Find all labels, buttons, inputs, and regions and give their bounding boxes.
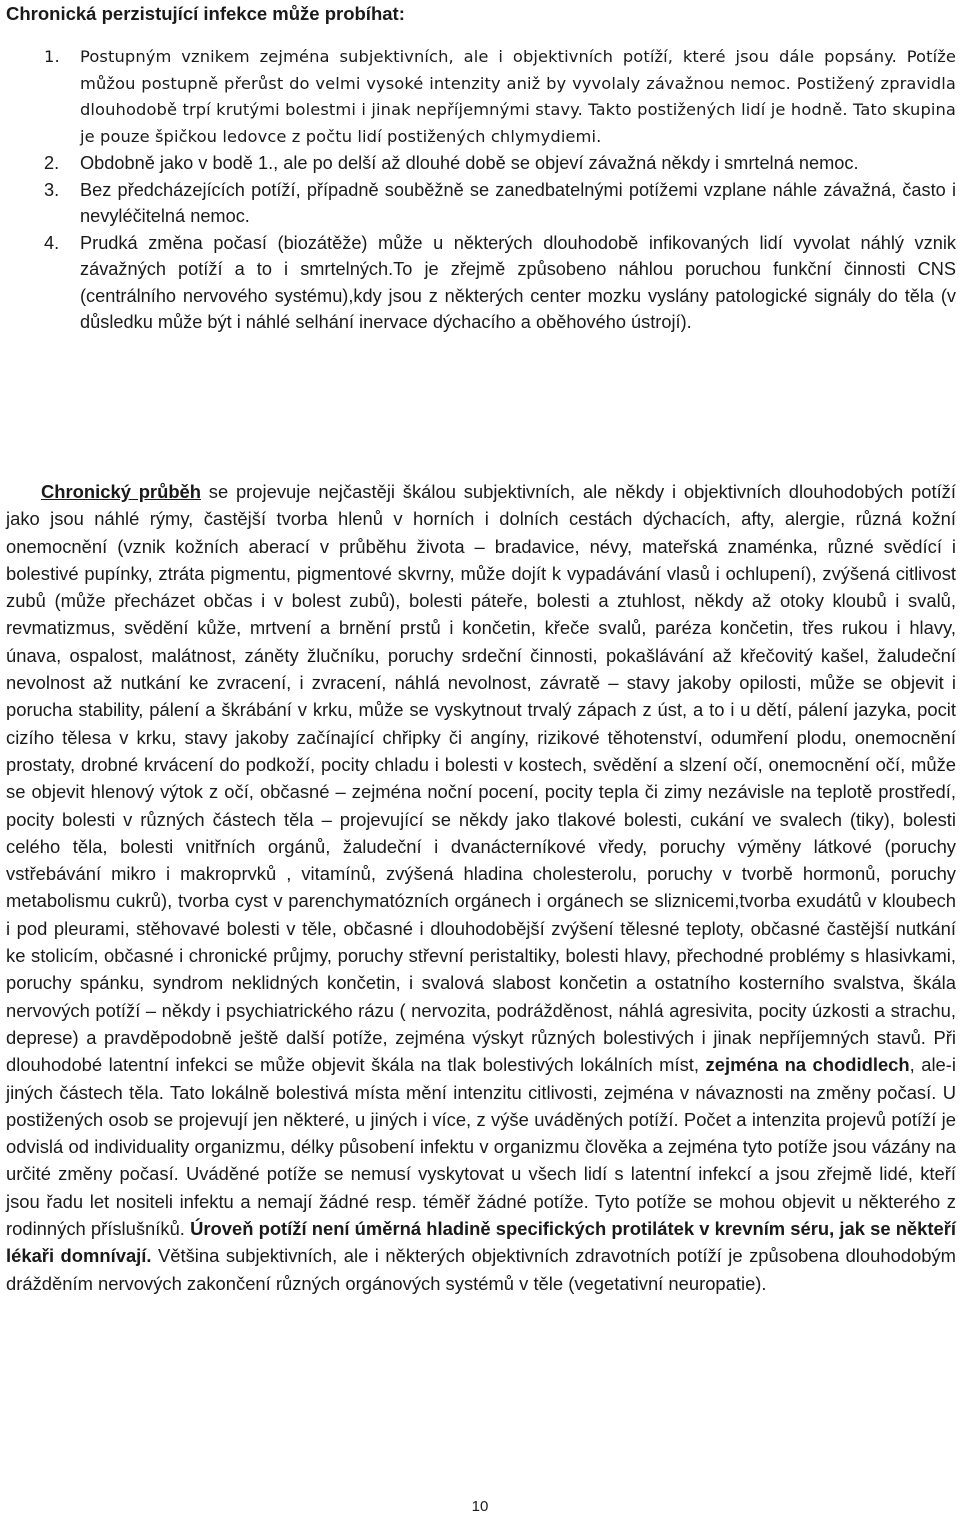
paragraph-text: Většina subjektivních, ale i některých objektivních zdravotních potíží je způsobena dlouhodobým drážděním nervových zakončení různých orgánových systémů v těle (vegetativní neuropatie). [6, 1245, 957, 1294]
list-item [44, 177, 956, 230]
list-item [44, 230, 956, 336]
term-chronic-course: Chronický průběh [41, 481, 202, 502]
emphasis-soles: zejména na chodidlech [705, 1054, 910, 1076]
paragraph-text: se projevuje nejčastěji škálou subjektivních, ale někdy i objektivních dlouhodobých potíží jako jsou náhlé rýmy, častější tvorba hlenů v horních i dolních cestách dýchacích, afty, alergie, různá kožní onemocnění (vznik kožních aberací v průběhu života – bradavice, névy, mateřská znaménka, různé svědící i bolestivé pupínky, ztráta pigmentu, pigmentové skvrny, může dojít k vypadávání vlasů i ochlupení), zvýšená citlivost zubů (může přecházet občas i v bolest zubů), bolesti páteře, bolesti a ztuhlost, někdy až otoky kloubů i svalů, revmatizmus, svědění kůže, mrtvení a brnění prstů i končetin, křeče svalů, paréza končetin, třes rukou i hlavy, únava, ospalost, malátnost, záněty žlučníku, poruchy srdeční činnosti, pokašlávání až křečovitý kašel, žaludeční nevolnost až nutkání ke zvracení, i zvracení, náhlá nevolnost, závratě – stavy jakoby opilosti, může se objevit i porucha stability, pálení a škrábání v krku, může se vyskytnout trvalý zápach z úst, a to i u dětí, pálení jazyka, pocit cizího tělesa v krku, stavy jakoby začínající chřipky či angíny, rizikové těhotenství, odumření plodu, onemocnění prostaty, drobné krvácení do podkoží, pocity chladu i bolesti v kostech, svědění a slzení očí, onemocnění očí, může se objevit hlenový výtok z očí, občasné – zejména noční pocení, pocity tepla či zimy nezávisle na teplotě prostředí, pocity bolesti v různých částech těla – projevující se někdy jako tlakové bolesti, cukání ve svalech (tiky), bolesti celého těla, bolesti vnitřních orgánů, žaludeční i dvanácterníkové vředy, poruchy výměny látkové (poruchy vstřebávání mikro i makroprvků , vitamínů, zvýšená hladina cholesterolu, poruchy v tvorbě hormonů, poruchy metabolismu cukrů), tvorba cyst v parenchymatózních orgánech i orgánech se sliznicemi,tvorba exudátů v kloubech i pod pleurami, stěhovavé bolesti v těle, občasné i dlouhodobější zvýšení tělesné teploty, občasné častější nutkání ke stolicím, občasné i chronické průjmy, poruchy střevní peristaltiky, bolesti hlavy, přechodné problémy s hlasivkami, poruchy spánku, syndrom neklidných končetin, i svalová slabost končetin a ostatního kosterního svalstva, škála nervových potíží – někdy i psychiatrického rázu ( nervozita, podrážděnost, náhlá agresivita, pocity úzkosti a strachu, deprese) a pravděpodobně ještě další potíže, zejména výskyt různých bolestivých i jinak nepříjemných stavů. Při dlouhodobé latentní infekci se může objevit škála na tlak bolestivých lokálních míst, [6, 481, 956, 1076]
list-item-text: Prudká změna počasí (biozátěže) může u některých dlouhodobě infikovaných lidí vyvolat náhlý vznik závažných potíží a to i smrtelných.To je zřejmě způsobeno náhlou poruchou funkční činnosti CNS (centrálního nervového systému),kdy jsou z některých center mozku vyslány patologické signály do těla (v důsledku může být i náhlé selhání inervace dýchacího a oběhového ústrojí). [80, 232, 956, 332]
list-item [44, 150, 956, 177]
numbered-list [44, 44, 956, 336]
body-paragraph [6, 478, 956, 1297]
section-heading: Chronická perzistující infekce může probíhat: [6, 3, 405, 24]
list-item-number: 1. [44, 47, 60, 66]
list-item-number: 3. [44, 179, 60, 200]
paragraph-text: , ale-i jiných částech těla. Tato lokálně bolestivá místa mění intenzitu citlivosti, zejména v návaznosti na změny počasí. U postižených osob se projevují jen některé, u jiných i více, z výše uváděných potíží. Počet a intenzita projevů potíží je odvislá od individuality organizmu, délky působení infektu v organizmu člověka a zejména tyto potíže jsou vázány na určité změny počasí. Uváděné potíže se nemusí vyskytovat u všech lidí s latentní infekcí a jsou zřejmě lidé, kteří jsou řadu let nositeli infektu a nemají žádné resp. téměř žádné potíže. Tyto potíže se mohou objevit u některého z rodinných příslušníků. [6, 1054, 956, 1240]
list-item-number: 4. [44, 232, 60, 253]
list-item-text: Obdobně jako v bodě 1., ale po delší až dlouhé době se objeví závažná někdy i smrtelná nemoc. [80, 153, 859, 173]
list-item-text: Postupným vznikem zejména subjektivních, ale i objektivních potíží, které jsou dále popsány. Potíže můžou postupně přerůst do velmi vysoké intenzity aniž by vyvolaly závažnou nemoc. Postižený zpravidla dlouhodobě trpí krutými bolestmi i jinak nepříjemnými stavy. Takto postižených lidí je hodně. Tato skupina je pouze špičkou ledovce z počtu lidí postižených chlymydiemi. [80, 47, 956, 146]
list-item-number: 2. [44, 153, 60, 173]
list-item-text: Bez předcházejících potíží, případně souběžně se zanedbatelnými potížemi vzplane náhle závažná, často i nevyléčitelná nemoc. [80, 179, 956, 226]
emphasis-antibodies: Úroveň potíží není úměrná hladině specifických protilátek v krevním séru, jak se někteří lékaři domnívají. [6, 1218, 957, 1267]
page-number: 10 [471, 1498, 489, 1515]
list-item [44, 44, 956, 150]
